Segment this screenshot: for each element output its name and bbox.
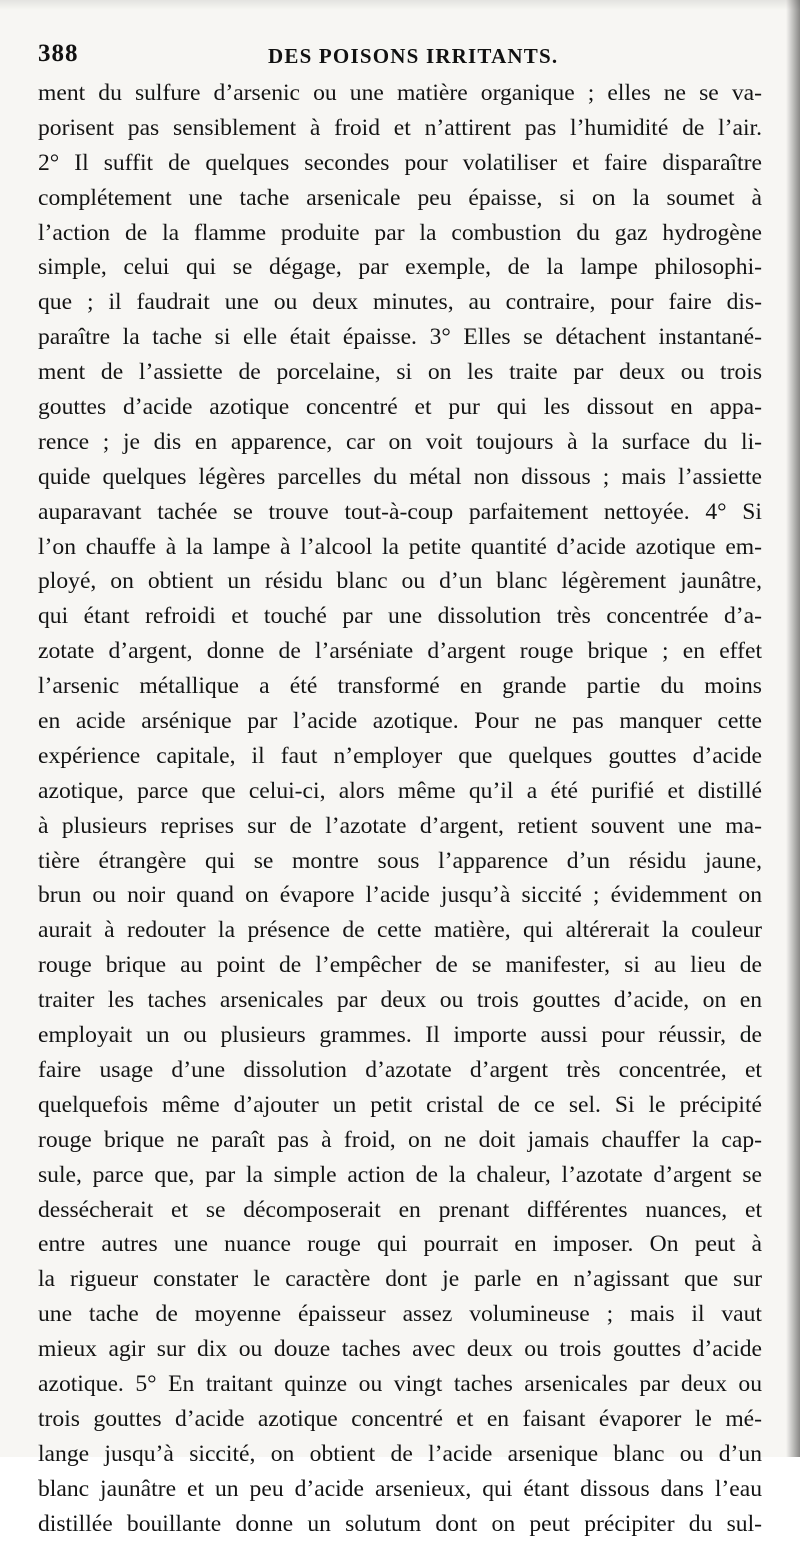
- text-line: l’on chauffe à la lampe à l’alcool la petite quantité d’acide azotique em-: [38, 533, 762, 560]
- text-line: l’action de la flamme produite par la combustion du gaz hydrogène: [38, 219, 762, 246]
- text-line: mieux agir sur dix ou douze taches avec deux ou trois gouttes d’acide: [38, 1336, 762, 1363]
- text-line: en acide arsénique par l’acide azotique. Pour ne pas manquer cette: [38, 708, 762, 735]
- text-line: faire usage d’une dissolution d’azotate d’argent très concentrée, et: [38, 1056, 762, 1083]
- text-line: gouttes d’acide azotique concentré et pur qui les dissout en appa-: [38, 394, 762, 421]
- text-line: ment du sulfure d’arsenic ou une matière organique ; elles ne se va-: [38, 80, 762, 106]
- text-line: complétement une tache arsenicale peu épaisse, si on la soumet à: [38, 184, 762, 211]
- text-line: distillée bouillante donne un solutum dont on peut précipiter du sul-: [38, 1510, 762, 1537]
- text-line: rence ; je dis en apparence, car on voit toujours à la surface du li-: [38, 428, 762, 455]
- text-line: brun ou noir quand on évapore l’acide jusqu’à siccité ; évidemment on: [38, 882, 762, 909]
- scan-top-shadow: [0, 0, 800, 10]
- text-line: auparavant tachée se trouve tout-à-coup parfaitement nettoyée. 4° Si: [38, 498, 762, 525]
- text-line: 2° Il suffit de quelques secondes pour volatiliser et faire disparaître: [38, 149, 762, 176]
- text-line: zotate d’argent, donne de l’arséniate d’argent rouge brique ; en effet: [38, 638, 762, 665]
- text-line: blanc jaunâtre et un peu d’acide arsenieux, qui étant dissous dans l’eau: [38, 1475, 762, 1502]
- text-line: porisent pas sensiblement à froid et n’attirent pas l’humidité de l’air.: [38, 114, 762, 141]
- text-line: que ; il faudrait une ou deux minutes, au contraire, pour faire dis-: [38, 289, 762, 316]
- page-number: 388: [38, 40, 79, 67]
- text-line: sule, parce que, par la simple action de la chaleur, l’azotate d’argent se: [38, 1161, 762, 1188]
- text-line: ployé, on obtient un résidu blanc ou d’un blanc légèrement jaunâtre,: [38, 568, 762, 595]
- text-line: qui étant refroidi et touché par une dissolution très concentrée d’a-: [38, 603, 762, 630]
- text-line: azotique, parce que celui-ci, alors même qu’il a été purifié et distillé: [38, 777, 762, 804]
- text-line: ment de l’assiette de porcelaine, si on les traite par deux ou trois: [38, 359, 762, 386]
- text-line: dessécherait et se décomposerait en prenant différentes nuances, et: [38, 1196, 762, 1223]
- text-line: rouge brique au point de l’empêcher de se manifester, si au lieu de: [38, 952, 762, 979]
- text-line: rouge brique ne paraît pas à froid, on ne doit jamais chauffer la cap-: [38, 1126, 762, 1153]
- text-line: une tache de moyenne épaisseur assez volumineuse ; mais il vaut: [38, 1301, 762, 1328]
- text-line: traiter les taches arsenicales par deux ou trois gouttes d’acide, on en: [38, 987, 762, 1014]
- text-line: à plusieurs reprises sur de l’azotate d’argent, retient souvent une ma-: [38, 812, 762, 839]
- text-line: aurait à redouter la présence de cette matière, qui altérerait la couleur: [38, 917, 762, 944]
- text-line: la rigueur constater le caractère dont je parle en n’agissant que sur: [38, 1266, 762, 1293]
- text-line: employait un ou plusieurs grammes. Il importe aussi pour réussir, de: [38, 1022, 762, 1049]
- text-line: lange jusqu’à siccité, on obtient de l’acide arsenique blanc ou d’un: [38, 1440, 762, 1467]
- text-line: simple, celui qui se dégage, par exemple, de la lampe philosophi-: [38, 254, 762, 281]
- text-line: paraître la tache si elle était épaisse. 3° Elles se détachent instantané-: [38, 324, 762, 351]
- running-head: DES POISONS IRRITANTS.: [268, 44, 559, 68]
- scan-edge-shadow: [786, 0, 800, 1457]
- text-line: quelquefois même d’ajouter un petit cristal de ce sel. Si le précipité: [38, 1091, 762, 1118]
- text-line: trois gouttes d’acide azotique concentré et en faisant évaporer le mé-: [38, 1405, 762, 1432]
- text-line: entre autres une nuance rouge qui pourrait en imposer. On peut à: [38, 1231, 762, 1258]
- page-header: [38, 40, 760, 76]
- text-line: l’arsenic métallique a été transformé en grande partie du moins: [38, 673, 762, 700]
- text-line: expérience capitale, il faut n’employer que quelques gouttes d’acide: [38, 742, 762, 769]
- text-line: azotique. 5° En traitant quinze ou vingt taches arsenicales par deux ou: [38, 1370, 762, 1397]
- body-text: [38, 76, 762, 1541]
- text-line: quide quelques légères parcelles du métal non dissous ; mais l’assiette: [38, 463, 762, 490]
- text-line: tière étrangère qui se montre sous l’apparence d’un résidu jaune,: [38, 847, 762, 874]
